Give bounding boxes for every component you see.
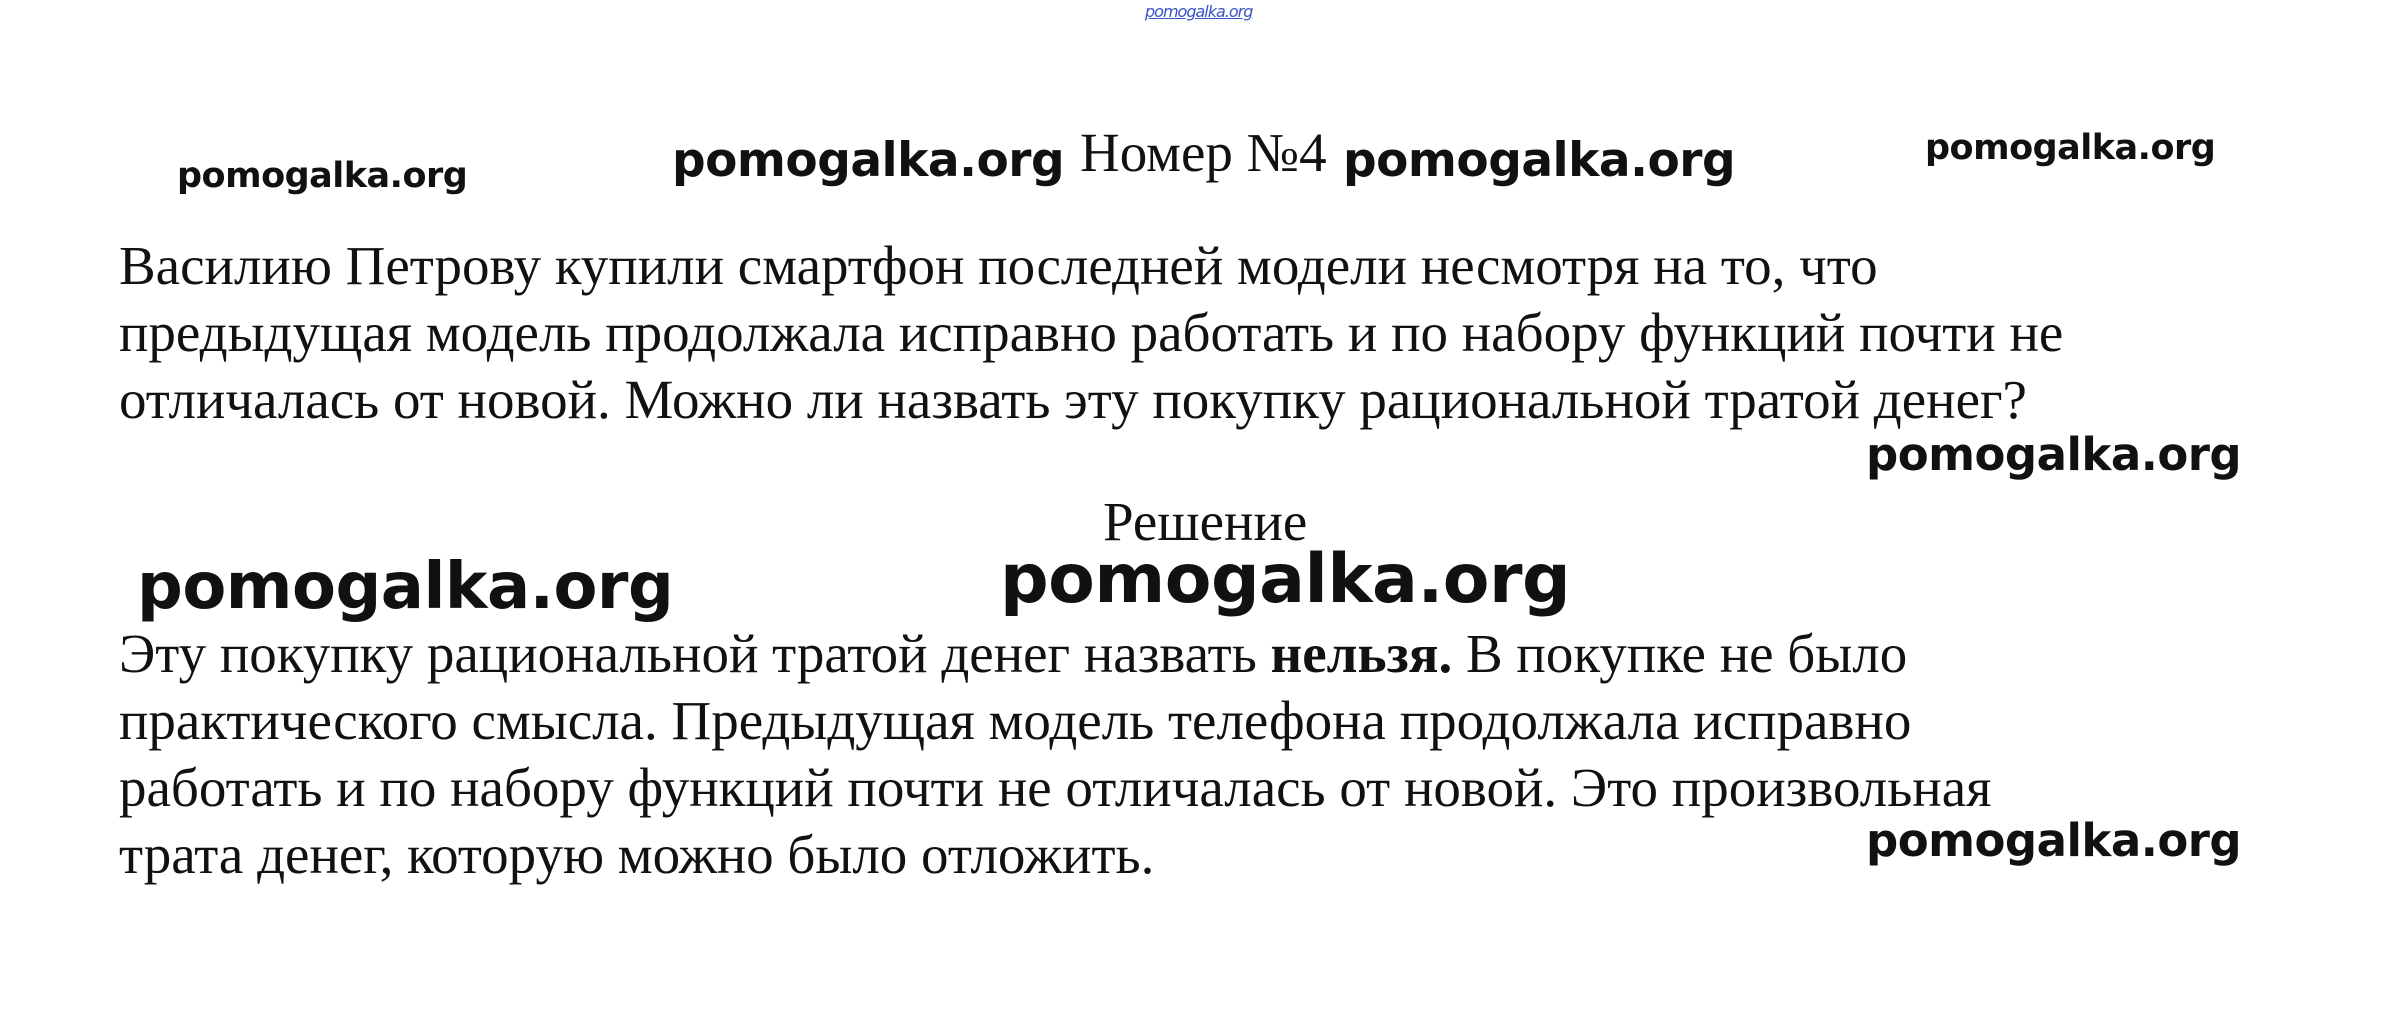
answer-line: работать и по набору функций почти не отличалась от новой. Это произвольная xyxy=(119,757,1992,818)
watermark-large-center: pomogalka.org xyxy=(1000,540,1571,619)
watermark-right: pomogalka.org xyxy=(1925,128,2216,168)
answer-text: Эту покупку рациональной тратой денег назвать xyxy=(119,623,1271,684)
watermark-left: pomogalka.org xyxy=(177,156,468,196)
question-line: Василию Петрову купили смартфон последней модели несмотря на то, что xyxy=(119,235,1878,296)
answer-emphasis: нельзя. xyxy=(1270,623,1453,684)
question-line: предыдущая модель продолжала исправно работать и по набору функций почти не xyxy=(119,302,2064,363)
solution-title: Решение xyxy=(1103,491,1308,552)
watermark-center: pomogalka.org xyxy=(1343,133,1736,188)
task-title: Номер №4 xyxy=(1080,122,1327,183)
top-watermark: pomogalka.org xyxy=(1145,2,1253,21)
answer-line xyxy=(119,620,1991,687)
watermark-right-bottom: pomogalka.org xyxy=(1866,814,2242,867)
answer-line: практического смысла. Предыдущая модель телефона продолжала исправно xyxy=(119,690,1912,751)
watermark-large-left: pomogalka.org xyxy=(137,550,674,624)
solution-answer xyxy=(119,620,1991,888)
answer-line: трата денег, которую можно было отложить. xyxy=(119,824,1155,885)
answer-text: В покупке не было xyxy=(1452,623,1908,684)
watermark-right-mid: pomogalka.org xyxy=(1866,428,2242,481)
task-question xyxy=(119,232,2063,433)
question-line: отличалась от новой. Можно ли назвать эту покупку рациональной тратой денег? xyxy=(119,369,2027,430)
watermark-center-left: pomogalka.org xyxy=(672,133,1065,188)
